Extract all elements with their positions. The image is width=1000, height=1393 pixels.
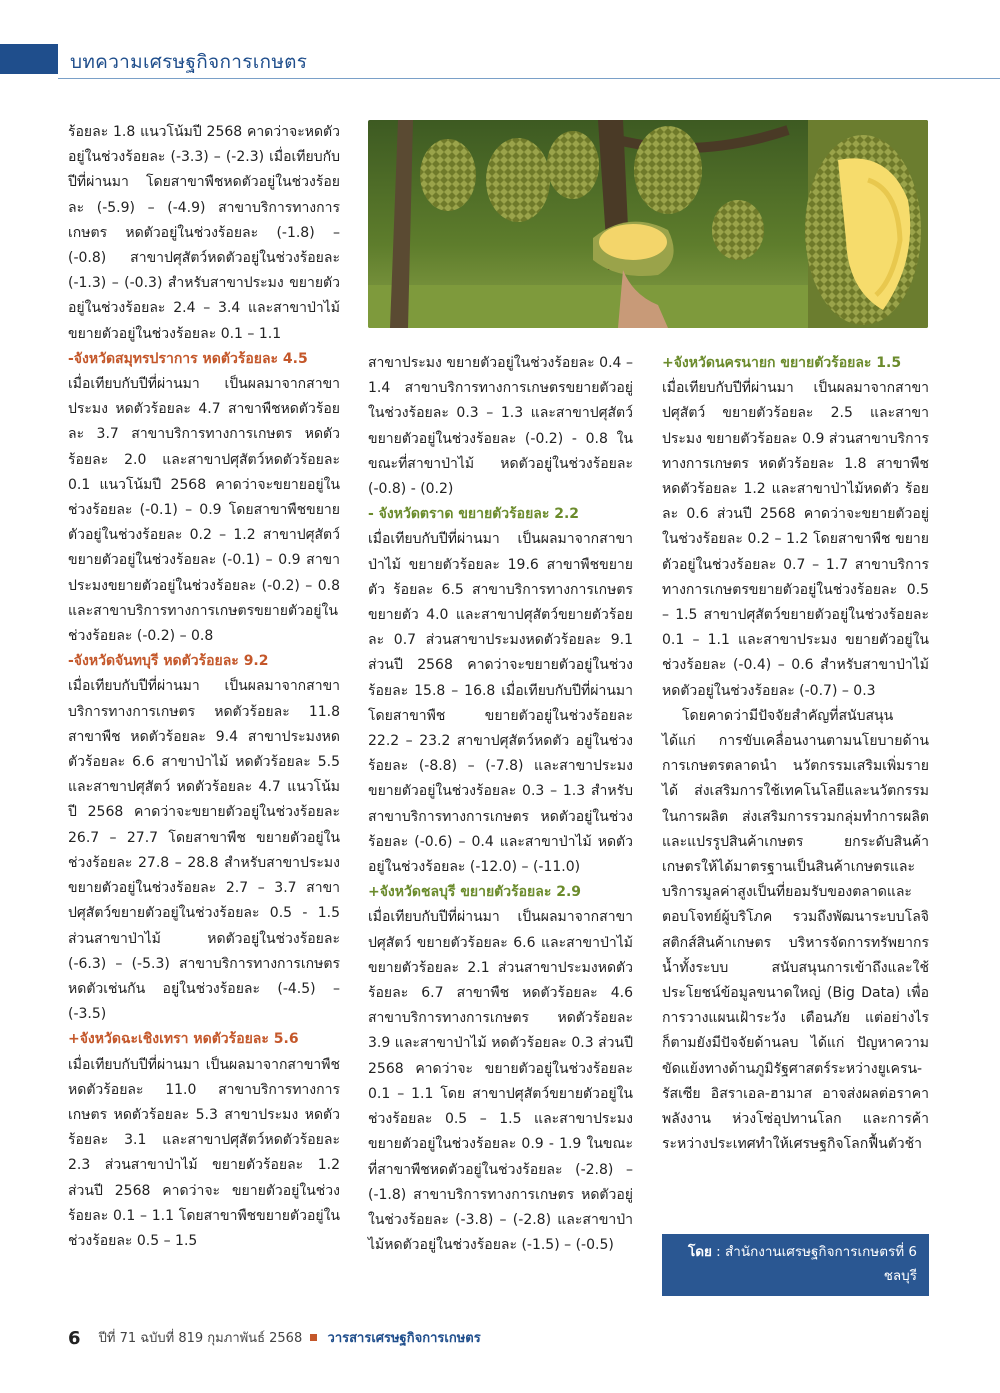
body-paragraph: สาขาประมง ขยายตัวอยู่ในช่วงร้อยละ 0.4 – 1.4 สาขาบริการทางการเกษตรขยายตัวอยู่ในช่วงร้อยละ 0.3 – 1.3 และสาขาปศุสัตว์ ขยายตัวอยู่ในช่วงร้อยละ (-0.2) - 0.8 ในขณะที่สาขาป่าไม้ หดตัวอยู่ในช่วงร้อยละ (-0.8) - (0.2) <box>368 355 633 498</box>
province-heading: +จังหวัดชลบุรี ขยายตัวร้อยละ 2.9 <box>368 884 582 901</box>
body-paragraph: เมื่อเทียบกับปีที่ผ่านมา เป็นผลมาจากสาขาพืช หดตัวร้อยละ 11.0 สาขาบริการทางการเกษตร หดตัวร้อยละ 5.3 สาขาประมง หดตัวร้อยละ 3.1 และสาขาปศุสัตว์หดตัวร้อยละ 2.3 ส่วนสาขาป่าไม้ ขยายตัวร้อยละ 1.2 ส่วนปี 2568 คาดว่าจะ ขยายตัวอยู่ในช่วงร้อยละ 0.1 – 1.1 โดยสาขาพืชขยายตัวอยู่ในช่วงร้อยละ 0.5 – 1.5 <box>68 1056 340 1249</box>
header-accent-bar <box>0 44 58 74</box>
body-paragraph: เมื่อเทียบกับปีที่ผ่านมา เป็นผลมาจากสาขาป่าไม้ ขยายตัวร้อยละ 19.6 สาขาพืชขยายตัว ร้อยละ 6.5 สาขาบริการทางการเกษตร ขยายตัว 4.0 และสาขาปศุสัตว์ขยายตัวร้อยละ 0.7 ส่วนสาขาประมงหดตัวร้อยละ 9.1 ส่วนปี 2568 คาดว่าจะขยายตัวอยู่ในช่วงร้อยละ 15.8 – 16.8 เมื่อเทียบกับปีที่ผ่านมา โดยสาขาพืช ขยายตัวอยู่ในช่วงร้อยละ 22.2 – 23.2 สาขาปศุสัตว์หดตัว อยู่ในช่วงร้อยละ (-8.8) – (-7.8) และสาขาประมง ขยายตัวอยู่ในช่วงร้อยละ 0.3 – 1.3 สำหรับสาขาบริการทางการเกษตร หดตัวอยู่ในช่วงร้อยละ (-0.6) – 0.4 และสาขาป่าไม้ หดตัวอยู่ในช่วงร้อยละ (-12.0) – (-11.0) <box>368 531 633 876</box>
durian-photo <box>368 120 928 328</box>
byline-text: สำนักงานเศรษฐกิจการเกษตรที่ 6 ชลบุรี <box>725 1244 917 1284</box>
byline-label: โดย <box>687 1244 712 1260</box>
province-heading: -จังหวัดจันทบุรี หดตัวร้อยละ 9.2 <box>68 653 269 670</box>
province-heading: -จังหวัดสมุทรปราการ หดตัวร้อยละ 4.5 <box>68 350 308 367</box>
page-number: 6 <box>68 1328 81 1349</box>
section-title: บทความเศรษฐกิจการเกษตร <box>70 51 308 73</box>
journal-name: วารสารเศรษฐกิจการเกษตร <box>327 1331 481 1346</box>
header-divider <box>58 78 1000 79</box>
body-paragraph: เมื่อเทียบกับปีที่ผ่านมา เป็นผลมาจากสาขาประมง หดตัวร้อยละ 4.7 สาขาพืชหดตัวร้อยละ 3.7 สาขาบริการทางการเกษตร หดตัวร้อยละ 2.0 และสาขาปศุสัตว์หดตัวร้อยละ 0.1 แนวโน้มปี 2568 คาดว่าจะขยายอยู่ในช่วงร้อยละ (-0.1) – 0.9 โดยสาขาพืชขยายตัวอยู่ในช่วงร้อยละ 0.2 – 1.2 สาขาปศุสัตว์ ขยายตัวอยู่ในช่วงร้อยละ (-0.1) – 0.9 สาขาประมงขยายตัวอยู่ในช่วงร้อยละ (-0.2) – 0.8 และสาขาบริการทางการเกษตรขยายตัวอยู่ในช่วงร้อยละ (-0.2) – 0.8 <box>68 376 340 645</box>
byline-separator: : <box>711 1244 726 1260</box>
body-paragraph: โดยคาดว่ามีปัจจัยสำคัญที่สนับสนุน ได้แก่ การขับเคลื่อนงานตามนโยบายด้านการเกษตรตลาดนำ นวัตกรรมเสริมเพิ่มรายได้ ส่งเสริมการใช้เทคโนโลยีและนวัตกรรมในการผลิต ส่งเสริมการรวมกลุ่มทำการผลิตและแปรรูปสินค้าเกษตร ยกระดับสินค้าเกษตรให้ได้มาตรฐานเป็นสินค้าเกษตรและบริการมูลค่าสูงเป็นที่ยอมรับของตลาดและตอบโจทย์ผู้บริโภค รวมถึงพัฒนาระบบโลจิสติกส์สินค้าเกษตร บริหารจัดการทรัพยากรน้ำทั้งระบบ สนับสนุนการเข้าถึงและใช้ประโยชน์ข้อมูลขนาดใหญ่ (Big Data) เพื่อการวางแผนเฝ้าระวัง เตือนภัย แต่อย่างไรก็ตามยังมีปัจจัยด้านลบ ได้แก่ ปัญหาความขัดแย้งทางด้านภูมิรัฐศาสตร์ระหว่างยูเครน-รัสเซีย อิสราเอล-ฮามาส อาจส่งผลต่อราคาพลังงาน ห่วงโซ่อุปทานโลก และการค้าระหว่างประเทศทำให้เศรษฐกิจโลกฟื้นตัวช้า <box>662 707 929 1153</box>
province-heading: +จังหวัดนครนายก ขยายตัวร้อยละ 1.5 <box>662 355 902 371</box>
column-3 <box>662 351 929 1158</box>
body-paragraph: เมื่อเทียบกับปีที่ผ่านมา เป็นผลมาจากสาขาบริการทางการเกษตร หดตัวร้อยละ 11.8 สาขาพืช หดตัวร้อยละ 9.4 สาขาประมงหดตัวร้อยละ 6.6 สาขาป่าไม้ หดตัวร้อยละ 5.5 และสาขาปศุสัตว์ หดตัวร้อยละ 4.7 แนวโน้มปี 2568 คาดว่าจะขยายตัวอยู่ในช่วงร้อยละ 26.7 – 27.7 โดยสาขาพืช ขยายตัวอยู่ในช่วงร้อยละ 27.8 – 28.8 สำหรับสาขาประมงขยายตัวอยู่ในช่วงร้อยละ 2.7 – 3.7 สาขาปศุสัตว์ขยายตัวอยู่ในช่วงร้อยละ 0.5 - 1.5 ส่วนสาขาป่าไม้ หดตัวอยู่ในช่วงร้อยละ (-6.3) – (-5.3) สาขาบริการทางการเกษตรหดตัวเช่นกัน อยู่ในช่วงร้อยละ (-4.5) – (-3.5) <box>68 678 340 1023</box>
province-heading: +จังหวัดฉะเชิงเทรา หดตัวร้อยละ 5.6 <box>68 1031 299 1048</box>
issue-info: ปีที่ 71 ฉบับที่ 819 กุมภาพันธ์ 2568 <box>98 1331 303 1346</box>
body-paragraph: เมื่อเทียบกับปีที่ผ่านมา เป็นผลมาจากสาขาปศุสัตว์ ขยายตัวร้อยละ 2.5 และสาขาประมง ขยายตัวร้อยละ 0.9 ส่วนสาขาบริการทางการเกษตร หดตัวร้อยละ 1.8 สาขาพืช หดตัวร้อยละ 1.2 และสาขาป่าไม้หดตัว ร้อยละ 0.6 ส่วนปี 2568 คาดว่าจะขยายตัวอยู่ในช่วงร้อยละ 0.2 – 1.2 โดยสาขาพืช ขยายตัวอยู่ในช่วงร้อยละ 0.7 – 1.7 สาขาบริการทางการเกษตรขยายตัวอยู่ในช่วงร้อยละ 0.5 – 1.5 สาขาปศุสัตว์ขยายตัวอยู่ในช่วงร้อยละ 0.1 – 1.1 และสาขาประมง ขยายตัวอยู่ในช่วงร้อยละ (-0.4) – 0.6 สำหรับสาขาป่าไม้หดตัวอยู่ในช่วงร้อยละ (-0.7) – 0.3 <box>662 380 929 699</box>
page-footer <box>68 1327 481 1349</box>
column-1 <box>68 120 340 1254</box>
province-heading: - จังหวัดตราด ขยายตัวร้อยละ 2.2 <box>368 506 580 523</box>
body-paragraph: เมื่อเทียบกับปีที่ผ่านมา เป็นผลมาจากสาขาปศุสัตว์ ขยายตัวร้อยละ 6.6 และสาขาป่าไม้ขยายตัวร้อยละ 2.1 ส่วนสาขาประมงหดตัวร้อยละ 6.7 สาขาพืช หดตัวร้อยละ 4.6 สาขาบริการทางการเกษตร หดตัวร้อยละ 3.9 และสาขาป่าไม้ หดตัวร้อยละ 0.3 ส่วนปี 2568 คาดว่าจะ ขยายตัวอยู่ในช่วงร้อยละ 0.1 – 1.1 โดย สาขาปศุสัตว์ขยายตัวอยู่ในช่วงร้อยละ 0.5 – 1.5 และสาขาประมง ขยายตัวอยู่ในช่วงร้อยละ 0.9 - 1.9 ในขณะที่สาขาพืชหดตัวอยู่ในช่วงร้อยละ (-2.8) – (-1.8) สาขาบริการทางการเกษตร หดตัวอยู่ในช่วงร้อยละ (-3.8) – (-2.8) และสาขาป่าไม้หดตัวอยู่ในช่วงร้อยละ (-1.5) – (-0.5) <box>368 909 633 1254</box>
body-paragraph: ร้อยละ 1.8 แนวโน้มปี 2568 คาดว่าจะหดตัวอยู่ในช่วงร้อยละ (-3.3) – (-2.3) เมื่อเทียบกับปีที่ผ่านมา โดยสาขาพืชหดตัวอยู่ในช่วงร้อยละ (-5.9) – (-4.9) สาขาบริการทางการเกษตร หดตัวอยู่ในช่วงร้อยละ (-1.8) – (-0.8) สาขาปศุสัตว์หดตัวอยู่ในช่วงร้อยละ (-1.3) – (-0.3) สำหรับสาขาประมง ขยายตัวอยู่ในช่วงร้อยละ 2.4 – 3.4 และสาขาป่าไม้ ขยายตัวอยู่ในช่วงร้อยละ 0.1 – 1.1 <box>68 124 340 342</box>
author-byline <box>662 1234 929 1296</box>
column-2 <box>368 351 633 1258</box>
footer-square-icon <box>310 1334 317 1341</box>
